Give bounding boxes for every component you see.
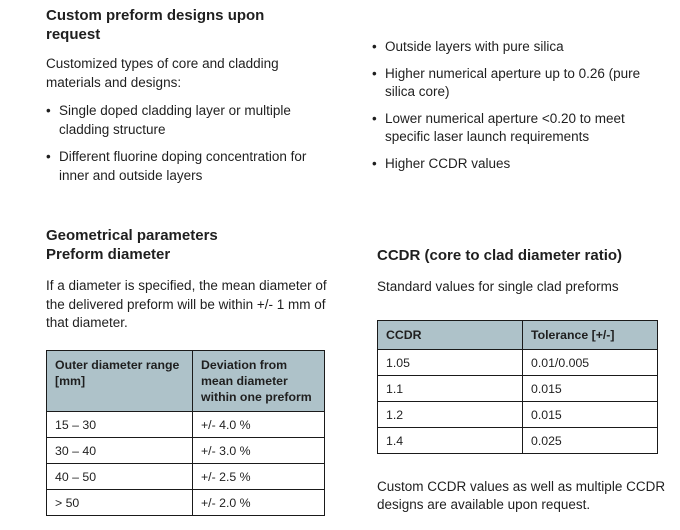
column-header-deviation: Deviation from mean diameter within one preform	[193, 350, 325, 411]
column-header-ccdr: CCDR	[378, 320, 523, 349]
table-cell: +/- 2.0 %	[193, 489, 325, 515]
section-title-custom-preform: Custom preform designs upon request	[46, 7, 265, 43]
table-cell: 30 – 40	[47, 437, 193, 463]
table-row	[378, 349, 658, 375]
section-custom-preform-designs-right	[372, 30, 644, 181]
bullet-item: • Higher CCDR values	[372, 155, 644, 174]
bullet-item: • Outside layers with pure silica	[372, 38, 644, 57]
table-cell: 0.015	[523, 375, 658, 401]
table-cell: 40 – 50	[47, 463, 193, 489]
table-header-row	[47, 350, 325, 411]
ccdr-intro-text: Standard values for single clad preforms	[377, 279, 619, 294]
table-cell: 15 – 30	[47, 411, 193, 437]
table-cell: > 50	[47, 489, 193, 515]
table-cell: 1.4	[378, 427, 523, 453]
table-row	[47, 489, 325, 515]
table-row	[378, 427, 658, 453]
custom-bullet-list-right	[372, 30, 644, 173]
custom-bullet-list-left	[46, 102, 318, 185]
custom-intro-text: Customized types of core and cladding materials and designs:	[46, 56, 279, 90]
section-custom-preform-designs	[46, 6, 318, 194]
column-header-outer-diameter: Outer diameter range [mm]	[47, 350, 193, 411]
bullet-item: • Different fluorine doping concentration for inner and outside layers	[46, 148, 318, 185]
section-ccdr	[377, 246, 669, 515]
geometry-intro-text: If a diameter is specified, the mean diameter of the delivered preform will be within +/- 1 mm of that diameter.	[46, 278, 327, 330]
table-header-row	[378, 320, 658, 349]
table-row	[47, 437, 325, 463]
table-cell: 0.015	[523, 401, 658, 427]
column-header-tolerance: Tolerance [+/-]	[523, 320, 658, 349]
section-title-geometrical-parameters	[46, 226, 342, 264]
bullet-item: • Lower numerical aperture <0.20 to meet specific laser launch requirements	[372, 110, 644, 147]
table-row	[47, 463, 325, 489]
preform-diameter-table	[46, 350, 325, 516]
table-cell: 1.05	[378, 349, 523, 375]
table-cell: +/- 2.5 %	[193, 463, 325, 489]
table-cell: +/- 4.0 %	[193, 411, 325, 437]
section-geometrical-parameters	[46, 226, 342, 516]
table-row	[47, 411, 325, 437]
section-title-ccdr: CCDR (core to clad diameter ratio)	[377, 247, 623, 264]
ccdr-note-text: Custom CCDR values as well as multiple CCDR designs are available upon request.	[377, 478, 666, 512]
ccdr-tolerance-table	[377, 320, 658, 454]
table-cell: 0.025	[523, 427, 658, 453]
table-cell: 1.1	[378, 375, 523, 401]
table-row	[378, 375, 658, 401]
table-cell: 1.2	[378, 401, 523, 427]
title-line-preform-diameter: Preform diameter	[46, 246, 171, 263]
table-cell: +/- 3.0 %	[193, 437, 325, 463]
table-cell: 0.01/0.005	[523, 349, 658, 375]
table-row	[378, 401, 658, 427]
title-line-geometrical-parameters: Geometrical parameters	[46, 227, 218, 244]
bullet-item: • Higher numerical aperture up to 0.26 (pure silica core)	[372, 65, 644, 102]
bullet-item: • Single doped cladding layer or multiple cladding structure	[46, 102, 318, 139]
